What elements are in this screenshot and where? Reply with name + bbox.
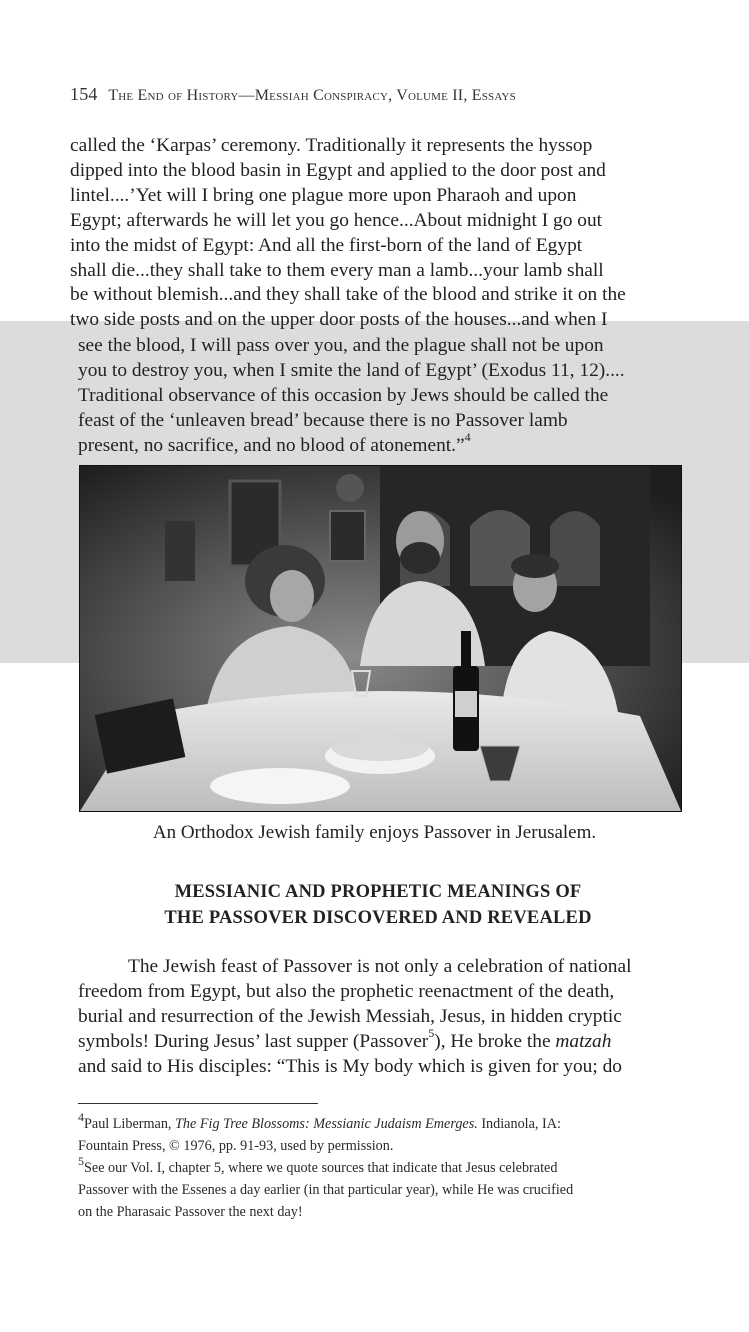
text-line: present, no sacrifice, and no blood of atonement.”$^4$ [78,430,471,456]
paragraph-continued [70,134,670,333]
footnote-number: 4 [78,1110,84,1125]
footnote-divider [78,1103,318,1104]
running-title: The End of History—Messiah Conspiracy, Volume II, Essays [108,87,516,104]
matzah-term: matzah [555,1030,612,1052]
footnote-5: $^5$See our Vol. I, chapter 5, where we quote sources that indicate that Jesus celebrated Passover with the Essenes a day earlier (in that particular year), while He was crucified on the Pharasaic Passover the next day! [78,1154,574,1220]
footnote-number: 5 [78,1154,84,1169]
text-line: dipped into the blood basin in Egypt and applied to the door post and [70,159,606,181]
paragraph-passover [78,955,678,1080]
text-line: symbols! During Jesus’ last supper (Passover$^5$), He broke the matzah [78,1026,612,1052]
text-line: and said to His disciples: “This is My body which is given for you; do [78,1055,622,1077]
text-line: you to destroy you, when I smite the land of Egypt’ (Exodus 11, 12).... [78,359,625,381]
text-line: burial and resurrection of the Jewish Messiah, Jesus, in hidden cryptic [78,1005,622,1027]
text-line: see the blood, I will pass over you, and the plague shall not be upon [78,335,604,356]
page-number: 154 [70,84,98,104]
text-line: The Jewish feast of Passover is not only a celebration of national [128,956,632,977]
footnote-ref-4[interactable]: 4 [464,430,471,445]
section-heading [78,879,678,931]
running-header [70,84,690,105]
footnote-4: $^4$Paul Liberman, The Fig Tree Blossoms: Messianic Judaism Emerges. Indianola, IA: Fountain Press, © 1976, pp. 91-93, used by permission. [78,1110,561,1154]
text-line: feast of the ‘unleaven bread’ because there is no Passover lamb [78,409,568,431]
text-line: Egypt; afterwards he will let you go hence...About midnight I go out [70,209,603,231]
text-line: called the ‘Karpas’ ceremony. Traditionally it represents the hyssop [70,135,593,156]
paragraph-quote-end [78,334,678,459]
photo-caption: An Orthodox Jewish family enjoys Passover in Jerusalem. [152,822,597,843]
passover-family-photo [79,465,682,812]
footnote-ref-5[interactable]: 5 [428,1026,435,1041]
text-line: freedom from Egypt, but also the prophetic reenactment of the death, [78,980,615,1002]
text-line: Traditional observance of this occasion by Jews should be called the [78,384,609,406]
section-heading-line-1: MESSIANIC AND PROPHETIC MEANINGS OF [174,882,582,902]
text-line: into the midst of Egypt: And all the first-born of the land of Egypt [70,234,583,256]
book-title: The Fig Tree Blossoms: Messianic Judaism Emerges. [175,1116,478,1132]
photo-illustration [80,466,681,811]
text-line: two side posts and on the upper door posts of the houses...and when I [70,309,608,331]
section-heading-line-2: THE PASSOVER DISCOVERED AND REVEALED [164,908,592,928]
text-line: be without blemish...and they shall take of the blood and strike it on the [70,284,626,306]
footnotes [78,1110,678,1223]
text-line: lintel....’Yet will I bring one plague more upon Pharaoh and upon [70,184,577,206]
text-line: shall die...they shall take to them every man a lamb...your lamb shall [70,259,604,281]
